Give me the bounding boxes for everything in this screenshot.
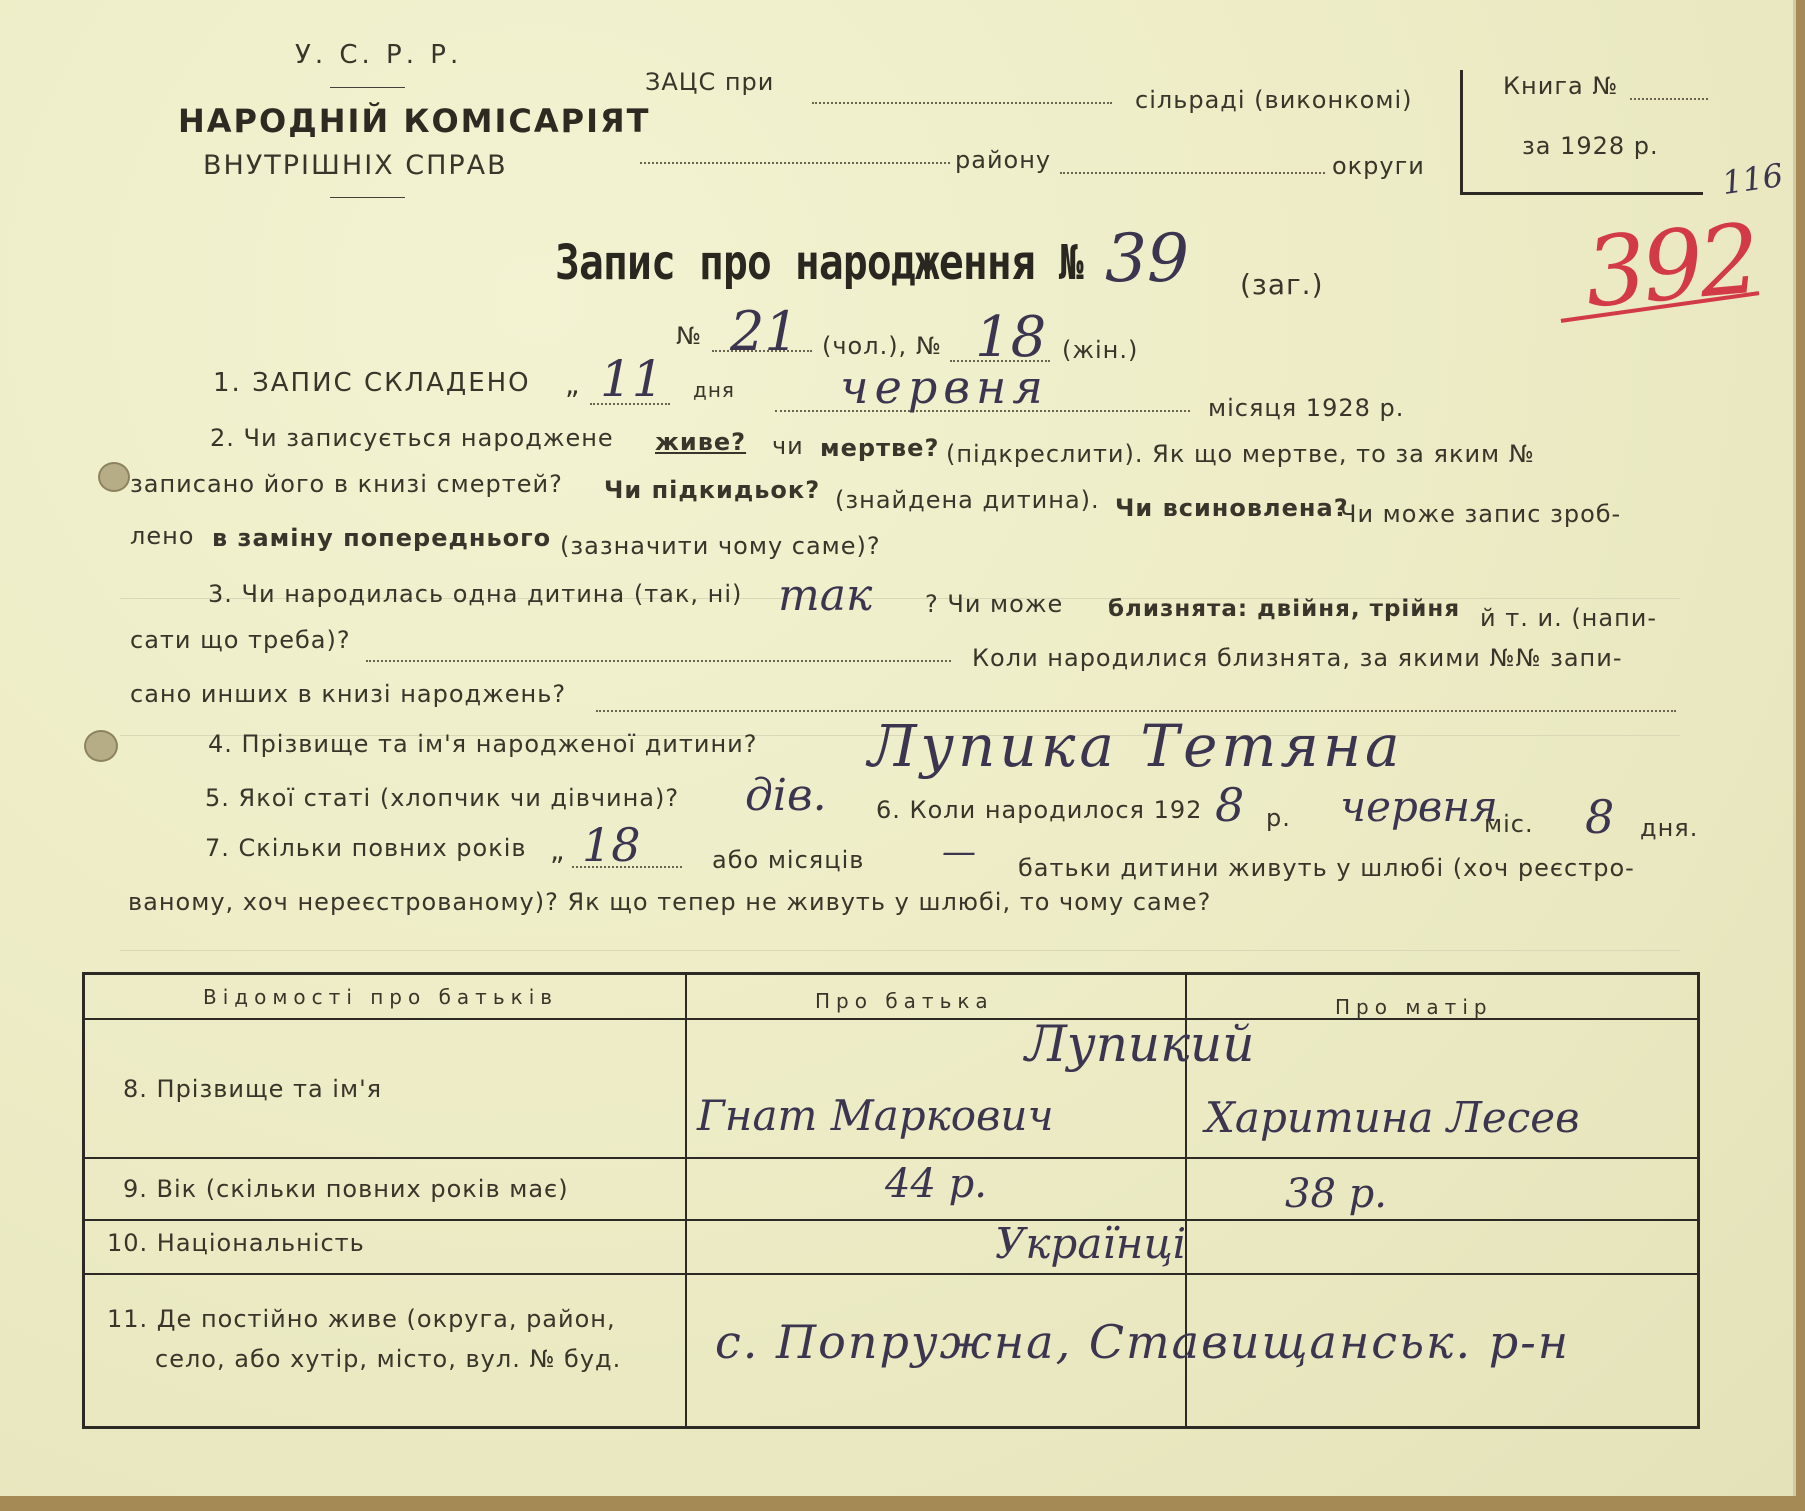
- q1-label: 1. ЗАПИС СКЛАДЕНО: [213, 368, 531, 398]
- q6-day-handwritten: 8: [1585, 790, 1615, 844]
- residence-handwritten: с. Попружна, Ставищанськ. р-н: [715, 1315, 1571, 1369]
- table-row-label: 8. Прізвище та ім'я: [123, 1075, 383, 1103]
- republic-label: У. С. Р. Р.: [295, 40, 463, 70]
- district-label: району: [955, 146, 1052, 174]
- female-number-handwritten: 18: [975, 305, 1047, 370]
- q2-dead: мертве?: [820, 434, 940, 462]
- red-number-handwritten: 392: [1580, 202, 1761, 330]
- book-label: Книга №: [1503, 72, 1619, 100]
- header-divider: [330, 197, 405, 198]
- q4-label: 4. Прізвище та ім'я народженої дитини?: [208, 730, 758, 758]
- q5-answer-handwritten: дів.: [745, 770, 827, 821]
- header-divider: [330, 87, 405, 88]
- no-label: №: [676, 322, 702, 350]
- q2-line3-b: (зазначити чому саме)?: [560, 532, 881, 560]
- q2-replacement: в заміну попереднього: [212, 524, 552, 552]
- zags-label: ЗАЦС при: [645, 68, 775, 96]
- table-row-label: 10. Національність: [107, 1229, 365, 1257]
- agency-title: НАРОДНІЙ КОМІСАРІЯТ: [178, 102, 651, 140]
- okrug-field: [1060, 172, 1325, 174]
- q3-answer-handwritten: так: [778, 570, 873, 621]
- table-row-divider: [85, 1273, 1697, 1275]
- page-number-handwritten: 116: [1719, 155, 1786, 203]
- q3-line2-a: сати що треба)?: [130, 626, 351, 654]
- q6-label-d: дня.: [1640, 814, 1699, 842]
- record-number-handwritten: 39: [1105, 220, 1189, 297]
- table-col-header-father: Про батька: [815, 989, 994, 1013]
- mother-age-handwritten: 38 р.: [1285, 1171, 1387, 1217]
- parents-table: [82, 972, 1700, 1429]
- book-year: за 1928 р.: [1522, 132, 1659, 160]
- agency-subtitle: ВНУТРІШНІХ СПРАВ: [203, 150, 508, 181]
- table-col-header-info: Відомості про батьків: [203, 985, 559, 1009]
- punch-hole-top: [98, 462, 130, 492]
- q2-line2-a: записано його в книзі смертей?: [130, 470, 563, 498]
- q7-label-c: батьки дитини живуть у шлюбі (хоч реєстро-: [1018, 854, 1635, 882]
- q6-label-c: міс.: [1484, 810, 1534, 838]
- q3-line1-a: 3. Чи народилась одна дитина (так, ні): [208, 580, 743, 608]
- q7-label-b: або місяців: [712, 846, 865, 874]
- q4-child-name-handwritten: Лупика Тетяна: [868, 712, 1404, 780]
- q7-label-a: 7. Скільки повних років: [205, 834, 527, 862]
- mother-name-handwritten: Харитина Лесев: [1205, 1093, 1580, 1142]
- table-row-label: 9. Вік (скільки повних років має): [123, 1175, 569, 1203]
- q2-line2-b: (знайдена дитина).: [835, 486, 1100, 514]
- q2-or: чи: [772, 432, 804, 460]
- q3-line1-c: й т. и. (напи-: [1480, 604, 1658, 632]
- q6-label-b: р.: [1266, 804, 1291, 832]
- q2-line1-b: (підкреслити). Як що мертве, то за яким №: [946, 440, 1535, 468]
- male-label: (чол.), №: [822, 332, 942, 360]
- q7-years-handwritten: 18: [582, 818, 641, 872]
- father-age-handwritten: 44 р.: [885, 1161, 987, 1207]
- q3-twins-field: [366, 660, 951, 662]
- surname-shared-handwritten: Лупикий: [1025, 1015, 1255, 1073]
- q2-line1-a: 2. Чи записується народжене: [210, 424, 614, 452]
- q3-twins: близнята: двійня, трійня: [1108, 596, 1461, 622]
- district-field: [640, 162, 950, 164]
- q7-quote: „: [550, 834, 566, 867]
- q2-alive: живе?: [655, 428, 747, 456]
- table-col-header-mother: Про матір: [1335, 995, 1493, 1019]
- q2-line3-a: лено: [130, 522, 195, 550]
- q2-adopted: Чи всиновлена?: [1115, 494, 1349, 522]
- book-number-field: [1630, 98, 1708, 100]
- nationality-handwritten: Українці: [995, 1219, 1187, 1268]
- q3-line2-b: Коли народилися близнята, за якими №№ запи-: [972, 644, 1623, 672]
- table-row-divider: [85, 1157, 1697, 1159]
- q6-month-handwritten: червня: [1340, 782, 1498, 831]
- q7-line2: ваному, хоч нереєстрованому)? Як що тепер не живуть у шлюбі, то чому саме?: [128, 888, 1212, 916]
- table-row-label-line2: село, або хутір, місто, вул. № буд.: [155, 1345, 622, 1373]
- q1-quote: „: [565, 368, 581, 401]
- q7-months-handwritten: —: [942, 832, 976, 872]
- record-total-label: (заг.): [1240, 268, 1324, 301]
- father-name-handwritten: Гнат Маркович: [697, 1091, 1054, 1140]
- ruled-line: [120, 950, 1680, 951]
- q3-line1-b: ? Чи може: [925, 590, 1064, 618]
- zags-field: [812, 102, 1112, 104]
- record-title: Запис про народження №: [555, 235, 1083, 291]
- q1-day-label: дня: [693, 378, 735, 402]
- q3-line3: сано инших в книзі народжень?: [130, 680, 567, 708]
- table-row-label-line1: 11. Де постійно живе (округа, район,: [107, 1305, 616, 1333]
- village-council-label: сільраді (виконкомі): [1135, 86, 1413, 114]
- q1-month-label: місяця 1928 р.: [1208, 394, 1405, 422]
- q6-year-digit-handwritten: 8: [1215, 778, 1245, 832]
- q5-label: 5. Якої статі (хлопчик чи дівчина)?: [205, 784, 680, 812]
- q6-label-a: 6. Коли народилося 192: [876, 796, 1203, 824]
- male-number-handwritten: 21: [730, 300, 799, 363]
- q2-line2-c: Чи може запис зроб-: [1340, 500, 1622, 528]
- okrug-label: округи: [1332, 152, 1425, 180]
- punch-hole-bottom: [84, 730, 118, 762]
- table-col-divider: [685, 975, 687, 1426]
- q1-day-handwritten: 11: [600, 350, 664, 408]
- female-label: (жін.): [1062, 336, 1139, 364]
- q2-foundling: Чи підкидьок?: [604, 476, 821, 504]
- table-row-divider: [85, 1219, 1697, 1221]
- q1-month-handwritten: червня: [840, 360, 1049, 414]
